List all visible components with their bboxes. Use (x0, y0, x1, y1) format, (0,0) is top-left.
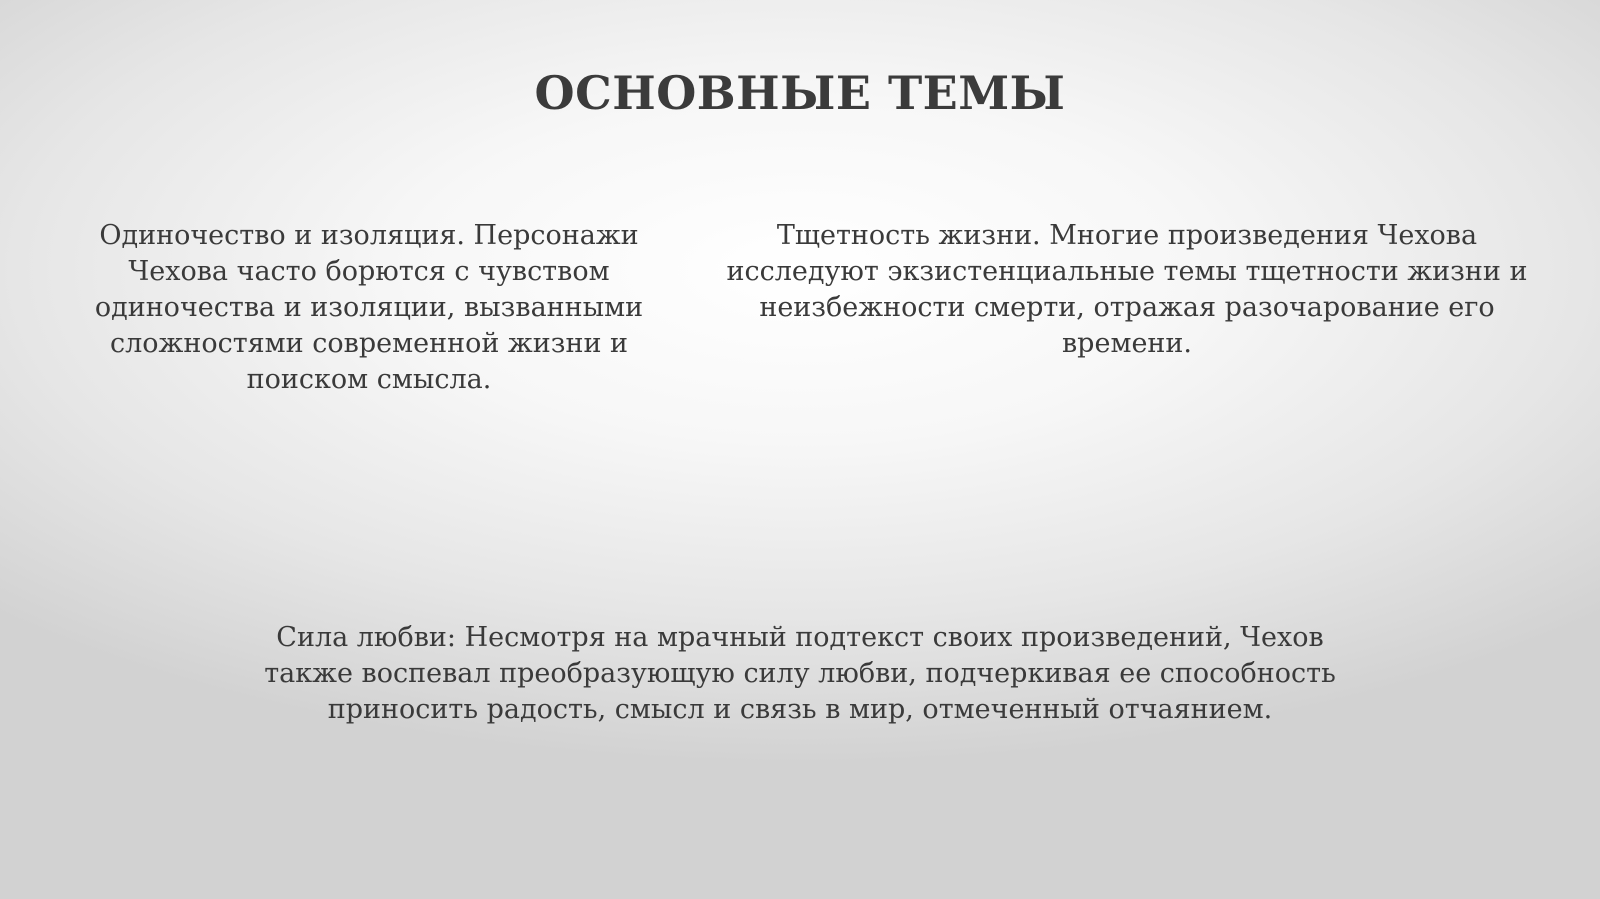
theme-futility-text: Тщетность жизни. Многие произведения Чехова исследуют экзистенциальные темы тщетности жизни и неизбежности смерти, отражая разочарование его времени. (726, 220, 1528, 359)
theme-love-text: Сила любви: Несмотря на мрачный подтекст своих произведений, Чехов также воспевал преобразующую силу любви, подчеркивая ее способность приносить радость, смысл и связь в мир, отмеченный отчаянием. (264, 622, 1336, 725)
theme-loneliness-text: Одиночество и изоляция. Персонажи Чехова часто борются с чувством одиночества и изоляции, вызванными сложностями современной жизни и поиском смысла. (94, 220, 644, 395)
slide-title: ОСНОВНЫЕ ТЕМЫ (534, 66, 1066, 120)
